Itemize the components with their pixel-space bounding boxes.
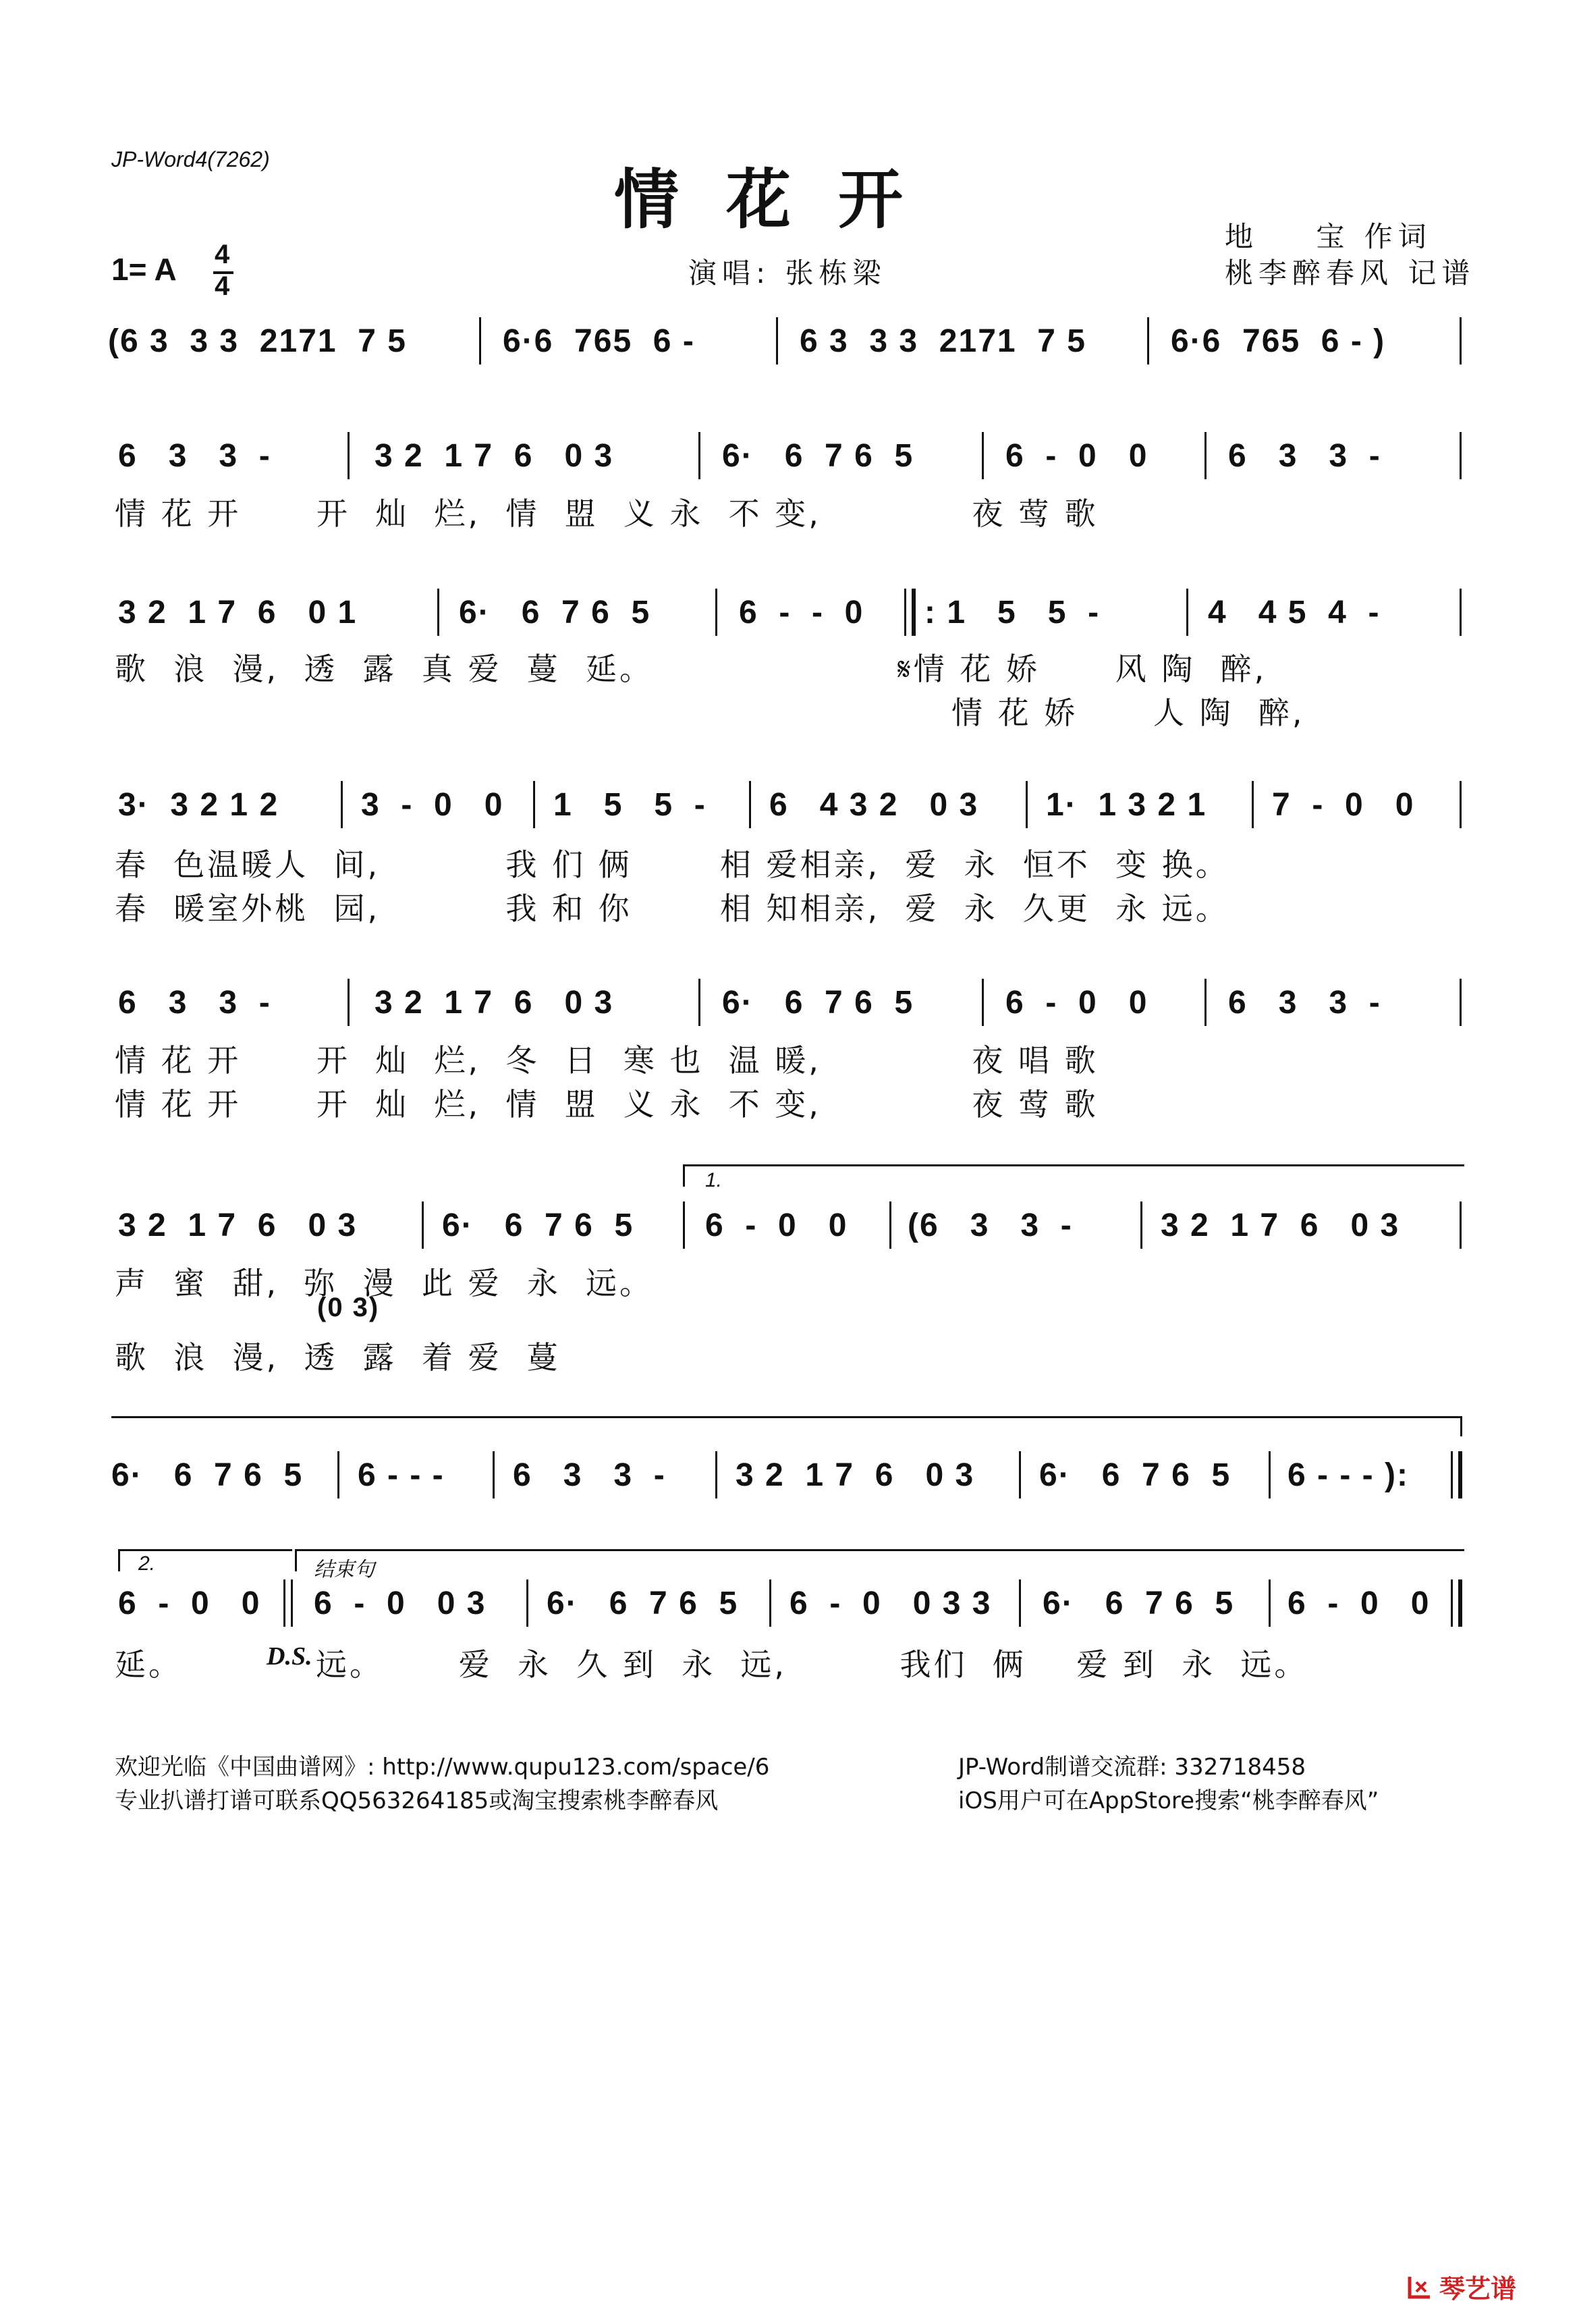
measure: 6· 6 7 6 5	[1043, 1586, 1235, 1621]
measure: 6 - - 0	[739, 595, 864, 630]
barline	[422, 1201, 424, 1249]
measure: 3 2 1 7 6 0 3	[375, 438, 614, 474]
lyric-line: 歌 浪 漫, 透 露 着 爱 蔓	[115, 1339, 561, 1376]
measure: 6 - 0 0 3 3	[790, 1586, 992, 1621]
barline	[698, 432, 700, 479]
measure: (6 3 3 -	[908, 1208, 1073, 1243]
lyric-line: 情 花 开 开 灿 烂, 冬 日 寒 也 温 暖, 夜 唱 歌	[115, 1042, 1099, 1079]
barline	[889, 1201, 891, 1249]
lyric-line: 春 色温暖人 间, 我 们 俩 相 爱相亲, 爱 永 恒不 变 换。	[115, 846, 1229, 883]
barline	[1026, 781, 1028, 828]
measure: 6 - 0 0 3	[314, 1586, 487, 1621]
measure: 6·6 765 6 -	[503, 323, 695, 359]
volta-line-end	[1460, 1416, 1462, 1436]
barline	[1269, 1451, 1271, 1498]
measure: 6 4 3 2 0 3	[769, 787, 979, 823]
transcriber-credit: 桃李醉春风 记谱	[1225, 256, 1476, 290]
repeat-end-barline	[1451, 1451, 1462, 1498]
barline	[1252, 781, 1254, 828]
measure: 6 - 0 0	[705, 1208, 848, 1243]
volta-label: 1.	[705, 1169, 723, 1191]
lyric-line: 春 暖室外桃 园, 我 和 你 相 知相亲, 爱 永 久更 永 远。	[115, 890, 1229, 927]
barline	[1460, 432, 1462, 479]
barline	[526, 1579, 528, 1627]
barline	[1019, 1579, 1021, 1627]
ending-label: 结束句	[314, 1559, 375, 1581]
measure: 6· 6 7 6 5	[547, 1586, 739, 1621]
measure: : 1 5 5 -	[924, 595, 1101, 630]
singer-credit: 演唱: 张栋梁	[688, 256, 887, 290]
volta-label: 2.	[138, 1552, 156, 1575]
measure: 3 2 1 7 6 0 3	[1161, 1208, 1400, 1243]
measure: 6 3 3 -	[1228, 985, 1381, 1021]
barline	[1204, 432, 1207, 479]
page-title: 情花开	[614, 161, 950, 238]
barline	[1460, 979, 1462, 1026]
ending-bracket	[295, 1549, 1464, 1571]
barline	[982, 432, 984, 479]
measure: 6 3 3 -	[118, 985, 271, 1021]
barline	[348, 979, 350, 1026]
measure: 3· 3 2 1 2	[118, 787, 279, 823]
dal-segno-mark: D.S.	[267, 1642, 312, 1671]
lyric-line: 情 花 娇 人 陶 醉,	[951, 695, 1305, 731]
measure: 6 3 3 -	[118, 438, 271, 474]
measure: 6 - - - ):	[1287, 1457, 1409, 1493]
measure: 6 3 3 -	[513, 1457, 666, 1493]
barline	[715, 1451, 717, 1498]
lyric-line: 情 花 开 开 灿 烂, 情 盟 义 永 不 变, 夜 莺 歌	[115, 1086, 1099, 1123]
time-signature-bottom: 4	[215, 271, 230, 301]
footer-group: JP-Word制谱交流群: 332718458	[958, 1754, 1306, 1781]
lyric-line: 𝄋情 花 娇 风 陶 醉,	[897, 651, 1267, 687]
measure: 3 2 1 7 6 0 1	[118, 595, 358, 630]
lyric-line: 延。	[115, 1646, 182, 1683]
measure: 3 - 0 0	[361, 787, 504, 823]
barline	[1460, 781, 1462, 828]
measure: 6· 6 7 6 5	[722, 438, 914, 474]
measure: 7 - 0 0	[1272, 787, 1415, 823]
measure: 6 - 0 0	[1287, 1586, 1431, 1621]
barline	[437, 589, 439, 636]
barline	[1147, 317, 1149, 364]
barline	[698, 979, 700, 1026]
alt-notes: (0 3)	[317, 1293, 380, 1322]
barline	[982, 979, 984, 1026]
measure: 6 - 0 0	[118, 1586, 261, 1621]
barline	[1019, 1451, 1021, 1498]
measure: 6 - - -	[358, 1457, 445, 1493]
footer-ios: iOS用户可在AppStore搜索“桃李醉春风”	[958, 1787, 1379, 1814]
barline	[1186, 589, 1188, 636]
lyric-line: 情 花 开 开 灿 烂, 情 盟 义 永 不 变, 夜 莺 歌	[115, 495, 1099, 532]
measure: 6· 6 7 6 5	[722, 985, 914, 1021]
barline	[749, 781, 751, 828]
footer-contact: 专业扒谱打谱可联系QQ563264185或淘宝搜索桃李醉春风	[115, 1787, 719, 1814]
barline	[337, 1451, 339, 1498]
footer-website: 欢迎光临《中国曲谱网》: http://www.qupu123.com/space/6	[115, 1754, 770, 1781]
measure: 6 3 3 3 2171 7 5	[800, 323, 1086, 359]
barline	[1204, 979, 1207, 1026]
lyric-line: 歌 浪 漫, 透 露 真 爱 蔓 延。	[115, 651, 653, 687]
measure: 6· 6 7 6 5	[459, 595, 651, 630]
barline	[1140, 1201, 1142, 1249]
measure: 6 - 0 0	[1005, 985, 1148, 1021]
measure: 6 - 0 0	[1005, 438, 1148, 474]
barline	[715, 589, 717, 636]
barline	[769, 1579, 771, 1627]
double-barline	[283, 1579, 293, 1627]
measure: 6· 6 7 6 5	[1039, 1457, 1231, 1493]
barline	[348, 432, 350, 479]
repeat-start-barline	[904, 589, 916, 636]
volta-line	[111, 1416, 1462, 1418]
barline	[341, 781, 343, 828]
barline	[479, 317, 481, 364]
measure: (6 3 3 3 2171 7 5	[108, 323, 407, 359]
measure: 3 2 1 7 6 0 3	[375, 985, 614, 1021]
time-signature-top: 4	[215, 240, 230, 269]
key-signature: 1= A	[111, 252, 177, 287]
lyricist-credit: 地 宝 作词	[1225, 220, 1432, 253]
version-label: JP-Word4(7262)	[111, 147, 270, 171]
barline	[1460, 1201, 1462, 1249]
barline	[776, 317, 778, 364]
barline	[533, 781, 535, 828]
lyric-line: 声 蜜 甜, 弥 漫 此 爱 永 远。	[115, 1265, 653, 1301]
barline	[1460, 589, 1462, 636]
lyric-line: 远。 爱 永 久 到 永 远, 我们 俩 爱 到 永 远。	[316, 1646, 1308, 1683]
measure: 6· 6 7 6 5	[111, 1457, 304, 1493]
logo-icon	[1407, 2273, 1435, 2301]
measure: 1 5 5 -	[553, 787, 707, 823]
final-barline	[1451, 1579, 1462, 1627]
measure: 4 4 5 4 -	[1208, 595, 1381, 630]
measure: 1· 1 3 2 1	[1046, 787, 1207, 823]
watermark-text: 琴艺谱	[1439, 2275, 1517, 2304]
watermark-logo	[1407, 2268, 1516, 2305]
measure: 3 2 1 7 6 0 3	[118, 1208, 358, 1243]
barline	[493, 1451, 495, 1498]
barline	[1269, 1579, 1271, 1627]
barline	[683, 1201, 685, 1249]
measure: 6 3 3 -	[1228, 438, 1381, 474]
barline	[1460, 317, 1462, 364]
measure: 6·6 765 6 - )	[1171, 323, 1386, 359]
volta-bracket-1	[683, 1164, 1464, 1187]
measure: 6· 6 7 6 5	[442, 1208, 634, 1243]
measure: 3 2 1 7 6 0 3	[736, 1457, 975, 1493]
